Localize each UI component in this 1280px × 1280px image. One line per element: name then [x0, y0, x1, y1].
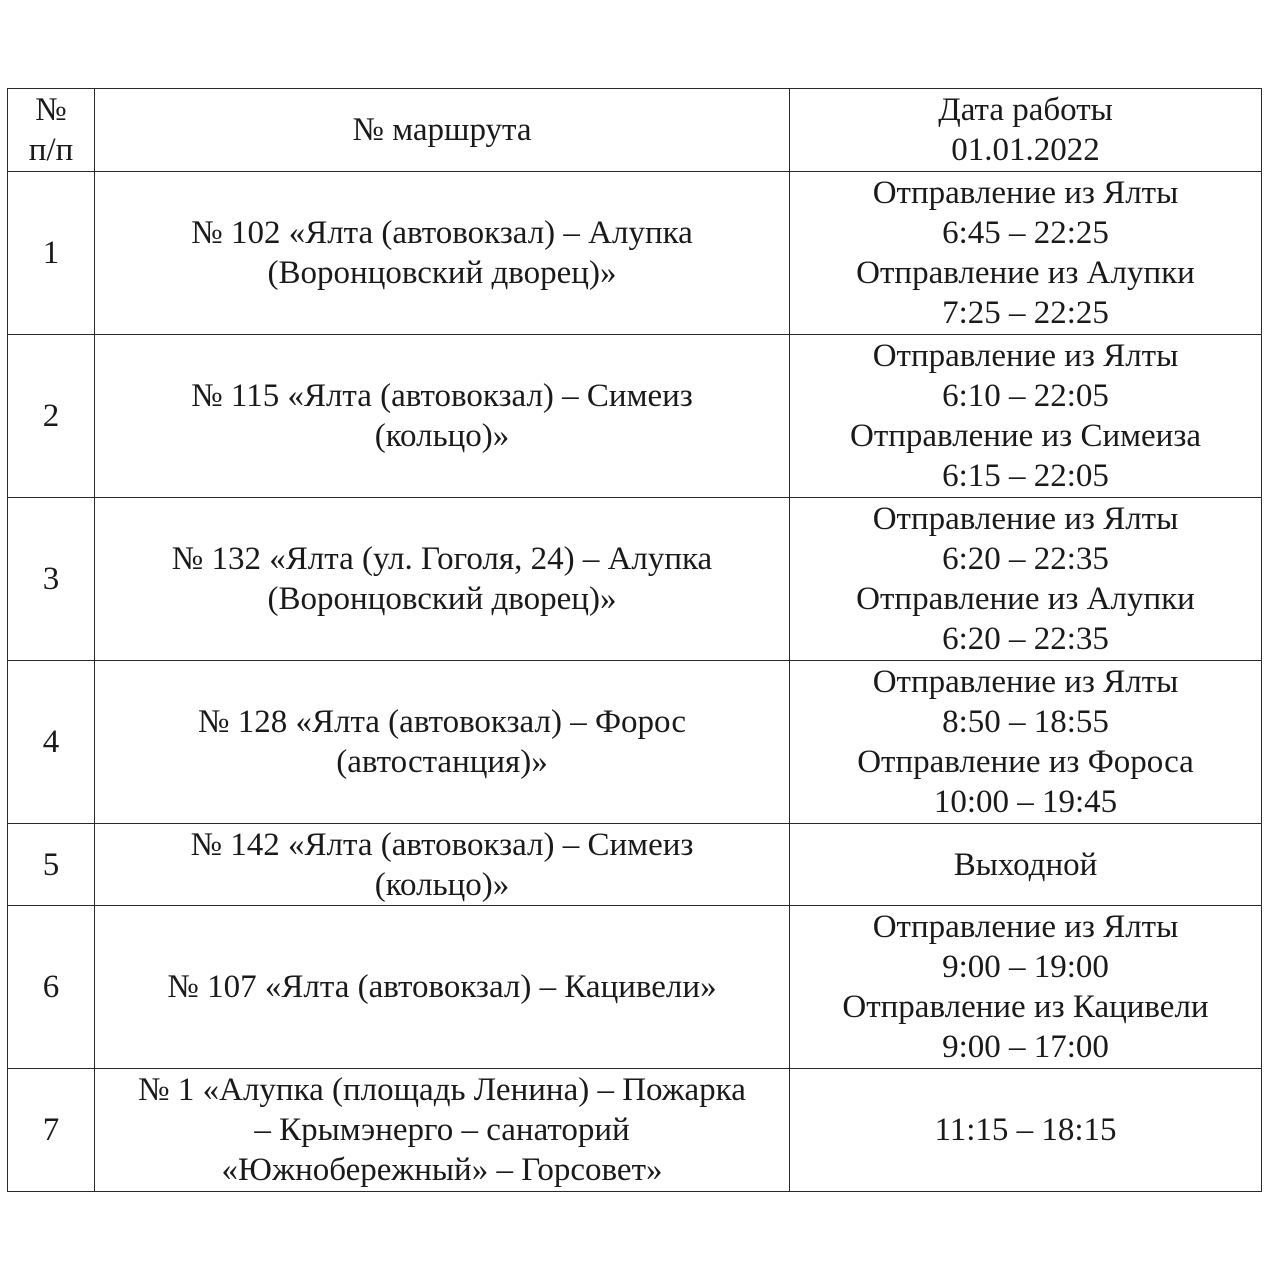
- route-cell: № 142 «Ялта (автовокзал) – Симеиз (кольцо)»: [95, 824, 790, 906]
- route-cell: № 1 «Алупка (площадь Ленина) – Пожарка – Крымэнерго – санаторий «Южнобережный» – Горсовет»: [95, 1069, 790, 1192]
- route-cell: № 107 «Ялта (автовокзал) – Кацивели»: [95, 906, 790, 1069]
- row-number: 1: [8, 172, 95, 335]
- table-row: [8, 498, 1262, 661]
- table-row: [8, 172, 1262, 335]
- row-number: 3: [8, 498, 95, 661]
- schedule-cell: Отправление из Ялты 6:20 – 22:35 Отправление из Алупки 6:20 – 22:35: [790, 498, 1262, 661]
- row-number: 6: [8, 906, 95, 1069]
- header-route: № маршрута: [95, 89, 790, 172]
- table-row: [8, 1069, 1262, 1192]
- schedule-cell: 11:15 – 18:15: [790, 1069, 1262, 1192]
- table-row: [8, 824, 1262, 906]
- table-row: [8, 906, 1262, 1069]
- schedule-cell: Отправление из Ялты 8:50 – 18:55 Отправление из Фороса 10:00 – 19:45: [790, 661, 1262, 824]
- row-number: 7: [8, 1069, 95, 1192]
- route-cell: № 115 «Ялта (автовокзал) – Симеиз (кольцо)»: [95, 335, 790, 498]
- row-number: 4: [8, 661, 95, 824]
- route-cell: № 102 «Ялта (автовокзал) – Алупка (Воронцовский дворец)»: [95, 172, 790, 335]
- schedule-cell: Отправление из Ялты 6:45 – 22:25 Отправление из Алупки 7:25 – 22:25: [790, 172, 1262, 335]
- route-cell: № 132 «Ялта (ул. Гоголя, 24) – Алупка (Воронцовский дворец)»: [95, 498, 790, 661]
- header-date: Дата работы 01.01.2022: [790, 89, 1262, 172]
- schedule-table: [7, 88, 1262, 1192]
- route-cell: № 128 «Ялта (автовокзал) – Форос (автостанция)»: [95, 661, 790, 824]
- table-row: [8, 661, 1262, 824]
- row-number: 2: [8, 335, 95, 498]
- table-header-row: [8, 89, 1262, 172]
- header-number: № п/п: [8, 89, 95, 172]
- schedule-cell: Отправление из Ялты 9:00 – 19:00 Отправление из Кацивели 9:00 – 17:00: [790, 906, 1262, 1069]
- table-row: [8, 335, 1262, 498]
- row-number: 5: [8, 824, 95, 906]
- schedule-cell: Отправление из Ялты 6:10 – 22:05 Отправление из Симеиза 6:15 – 22:05: [790, 335, 1262, 498]
- schedule-cell: Выходной: [790, 824, 1262, 906]
